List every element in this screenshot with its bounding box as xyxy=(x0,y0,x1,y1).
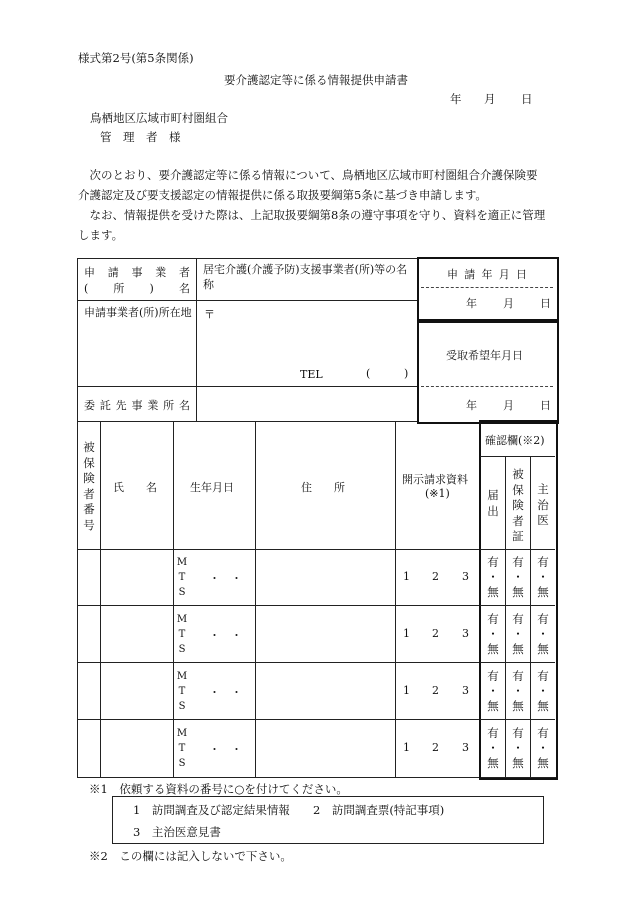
col-confirm: 確認欄(※2) xyxy=(485,434,545,447)
yes-no-check: 有 ・ 無 xyxy=(487,612,499,656)
yes-no-check: 有 ・ 無 xyxy=(512,726,524,770)
dob-separator: ・ ・ xyxy=(209,629,242,642)
note-1: ※1 依頼する資料の番号に○を付けてください。 xyxy=(89,782,348,796)
date-month: 月 xyxy=(484,92,496,106)
era-options[interactable]: M T S xyxy=(176,671,188,712)
applicant-address-label: 申請事業者(所)所在地 xyxy=(84,306,192,319)
request-doc-number[interactable]: 1 xyxy=(403,684,410,697)
yes-no-check: 有 ・ 無 xyxy=(487,726,499,770)
request-doc-number[interactable]: 3 xyxy=(462,570,469,583)
tel-open-paren: ( xyxy=(366,367,371,380)
date-year: 年 xyxy=(450,92,462,106)
request-doc-number[interactable]: 2 xyxy=(432,741,439,754)
request-doc-number[interactable]: 3 xyxy=(462,627,469,640)
dob-separator: ・ ・ xyxy=(209,572,242,585)
col-request-docs-note: (※1) xyxy=(425,487,450,500)
doc-option-3[interactable]: 3 主治医意見書 xyxy=(133,825,221,839)
request-doc-number[interactable]: 1 xyxy=(403,741,410,754)
receive-date-label: 受取希望年月日 xyxy=(446,349,523,362)
yes-no-check: 有 ・ 無 xyxy=(487,669,499,713)
col-name: 氏 名 xyxy=(113,481,157,494)
entrust-office-label: 委託先事業所名 xyxy=(84,399,190,412)
postal-mark[interactable]: 〒 xyxy=(204,308,215,321)
col-insured-number: 被 保 険 者 番 号 xyxy=(83,440,95,532)
col-request-docs: 開示請求資料 xyxy=(402,473,468,486)
tel-label: TEL xyxy=(300,368,323,381)
receive-date-year[interactable]: 年 xyxy=(466,399,477,412)
receive-date-day[interactable]: 日 xyxy=(540,399,551,412)
addressee-org: 鳥栖地区広域市町村圏組合 xyxy=(90,111,228,125)
request-doc-number[interactable]: 2 xyxy=(432,570,439,583)
doc-option-1[interactable]: 1 訪問調査及び認定結果情報 xyxy=(133,803,290,817)
yes-no-check: 有 ・ 無 xyxy=(512,669,524,713)
yes-no-check: 有 ・ 無 xyxy=(512,555,524,599)
apply-date-month[interactable]: 月 xyxy=(503,297,514,310)
dob-separator: ・ ・ xyxy=(209,686,242,699)
apply-date-year[interactable]: 年 xyxy=(466,297,477,310)
apply-date-day[interactable]: 日 xyxy=(540,297,551,310)
addressee-person: 管 理 者 様 xyxy=(100,130,181,144)
yes-no-check: 有 ・ 無 xyxy=(537,612,549,656)
doc-option-2[interactable]: 2 訪問調査票(特記事項) xyxy=(313,803,445,817)
yes-no-check: 有 ・ 無 xyxy=(512,612,524,656)
request-doc-number[interactable]: 3 xyxy=(462,684,469,697)
body-line-3: なお、情報提供を受けた際は、上記取扱要綱第8条の遵守事項を守り、資料を適正に管理 xyxy=(78,208,546,222)
request-doc-number[interactable]: 2 xyxy=(432,684,439,697)
body-paragraph xyxy=(78,165,556,245)
request-doc-number[interactable]: 3 xyxy=(462,741,469,754)
col-notification: 届 出 xyxy=(487,488,499,518)
applicant-name-value[interactable]: 居宅介護(介護予防)支援事業者(所)等の名称 xyxy=(203,263,408,291)
date-day: 日 xyxy=(521,92,533,106)
era-options[interactable]: M T S xyxy=(176,614,188,655)
applicant-name-label-1: 申請事業者 xyxy=(84,266,190,279)
col-insured-card: 被 保 険 者 証 xyxy=(512,467,524,543)
note-2: ※2 この欄には記入しないで下さい。 xyxy=(89,849,292,863)
yes-no-check: 有 ・ 無 xyxy=(537,726,549,770)
col-address: 住 所 xyxy=(301,481,345,494)
request-doc-number[interactable]: 1 xyxy=(403,570,410,583)
col-doctor: 主 治 医 xyxy=(537,482,549,527)
yes-no-check: 有 ・ 無 xyxy=(487,555,499,599)
tel-close-paren: ) xyxy=(404,367,409,380)
form-title: 要介護認定等に係る情報提供申請書 xyxy=(224,73,408,87)
receive-date-month[interactable]: 月 xyxy=(503,399,514,412)
apply-date-label: 申請年月日 xyxy=(447,268,527,281)
request-doc-number[interactable]: 1 xyxy=(403,627,410,640)
body-line-4: します。 xyxy=(78,228,124,242)
era-options[interactable]: M T S xyxy=(176,557,188,598)
yes-no-check: 有 ・ 無 xyxy=(537,669,549,713)
body-line-1: 次のとおり、要介護認定等に係る情報について、鳥栖地区広域市町村圏組合介護保険要 xyxy=(78,168,538,182)
era-options[interactable]: M T S xyxy=(176,728,188,769)
dob-separator: ・ ・ xyxy=(209,743,242,756)
col-dob: 生年月日 xyxy=(190,481,234,494)
request-doc-number[interactable]: 2 xyxy=(432,627,439,640)
yes-no-check: 有 ・ 無 xyxy=(537,555,549,599)
applicant-name-label-2: (所)名 xyxy=(84,282,190,295)
form-number: 様式第2号(第5条関係) xyxy=(78,51,194,65)
body-line-2: 介護認定及び要支援認定の情報提供に係る取扱要綱第5条に基づき申請します。 xyxy=(78,188,487,202)
